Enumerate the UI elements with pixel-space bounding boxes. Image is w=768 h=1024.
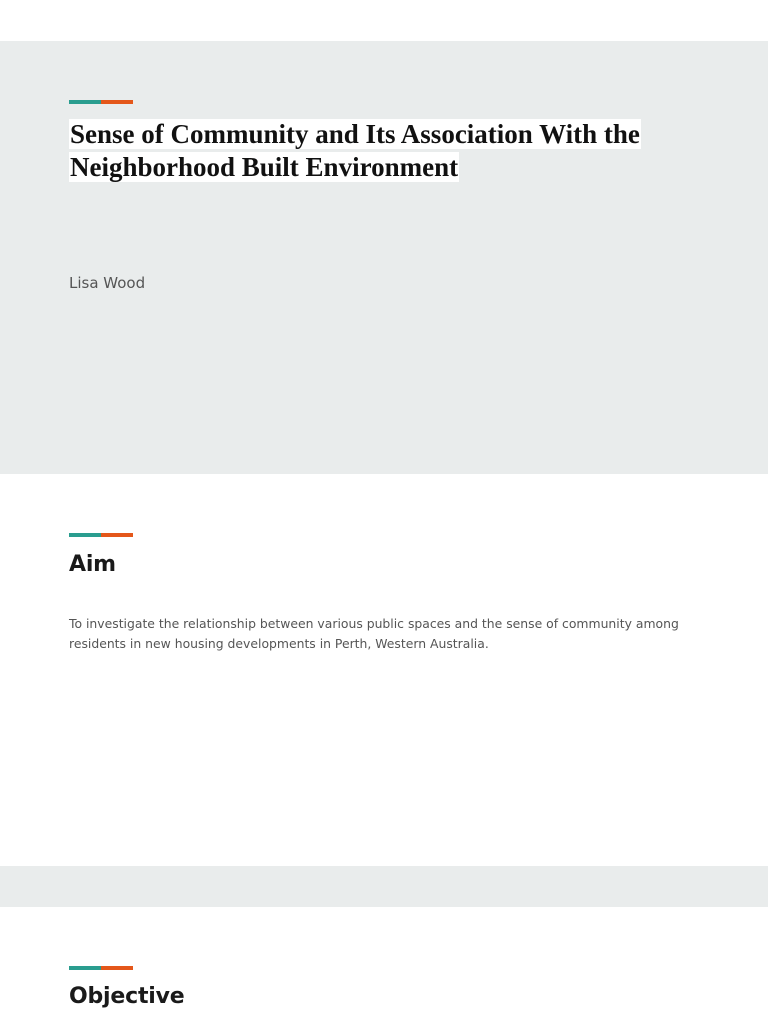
aim-heading: Aim — [69, 552, 116, 577]
document-title — [69, 118, 709, 184]
aim-body-text: To investigate the relationship between various public spaces and the sense of community among residents in new housing developments in Perth, Western Australia. — [69, 616, 679, 651]
accent-teal-segment — [69, 100, 101, 104]
accent-teal-segment — [69, 533, 101, 537]
accent-orange-segment — [101, 533, 133, 537]
title-slide — [0, 41, 768, 474]
accent-orange-segment — [101, 966, 133, 970]
objective-heading: Objective — [69, 984, 185, 1009]
author-name: Lisa Wood — [69, 274, 146, 292]
aim-accent-bar — [69, 533, 133, 537]
top-strip — [0, 0, 768, 41]
aim-section — [0, 474, 768, 866]
accent-orange-segment — [101, 100, 133, 104]
document-title-text: Sense of Community and Its Association With the Neighborhood Built Environment — [70, 119, 640, 182]
accent-teal-segment — [69, 966, 101, 970]
objective-section — [0, 907, 768, 1024]
title-accent-bar — [69, 100, 133, 104]
section-divider-band — [0, 866, 768, 907]
objective-accent-bar — [69, 966, 133, 970]
